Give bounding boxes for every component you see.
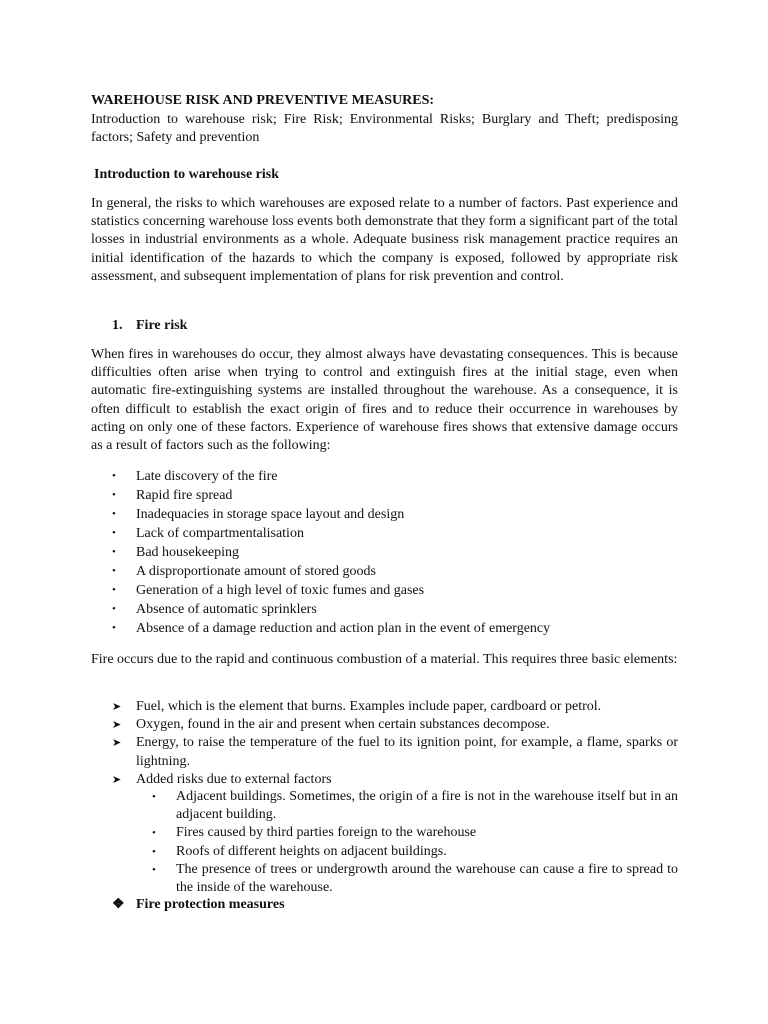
list-item: • Absence of automatic sprinklers	[112, 602, 317, 617]
bullet-icon: •	[152, 845, 156, 858]
list-item: • Generation of a high level of toxic fumes and gases	[112, 583, 425, 598]
intro-paragraph: In general, the risks to which warehouses are exposed relate to a number of factors. Past experience and statistics concerning warehouse loss events both demonstrate that they form a significant part of the total losses in industrial environments as a whole. Adequate business risk management practice requires an initial identification of the hazards to which the company is exposed, followed by appropriate risk assessment, and subsequent implementation of plans for risk prevention and control.	[91, 196, 678, 284]
external-factors-list	[152, 788, 678, 897]
list-item: ➤ Added risks due to external factors	[112, 771, 678, 789]
bullet-icon: •	[112, 584, 116, 596]
list-item: ➤ Oxygen, found in the air and present when certain substances decompose.	[112, 716, 678, 734]
list-item: ➤ Fuel, which is the element that burns. Examples include paper, cardboard or petrol.	[112, 698, 678, 716]
document-title: WAREHOUSE RISK AND PREVENTIVE MEASURES:	[91, 93, 435, 108]
intro-heading: Introduction to warehouse risk	[94, 167, 280, 182]
document-subtitle: Introduction to warehouse risk; Fire Risk; Environmental Risks; Burglary and Theft; predisposing factors; Safety and prevention	[91, 112, 678, 146]
bullet-icon: •	[152, 863, 156, 876]
bullet-icon: •	[152, 827, 156, 840]
arrow-bullet-icon: ➤	[112, 773, 122, 786]
list-item: • Bad housekeeping	[112, 545, 240, 560]
list-item: • A disproportionate amount of stored goods	[112, 564, 376, 579]
list-item: • Inadequacies in storage space layout and design	[112, 507, 405, 522]
list-item: • Lack of compartmentalisation	[112, 526, 304, 541]
combustion-paragraph: Fire occurs due to the rapid and continuous combustion of a material. This requires three basic elements:	[91, 652, 678, 667]
bullet-icon: •	[112, 622, 116, 634]
list-item: • Absence of a damage reduction and action plan in the event of emergency	[112, 621, 551, 636]
list-item: • Roofs of different heights on adjacent buildings.	[152, 843, 678, 861]
protection-heading: Fire protection measures	[136, 897, 285, 912]
list-item: ➤ Energy, to raise the temperature of the fuel to its ignition point, for example, a flame, sparks or lightning.	[112, 735, 678, 769]
list-item: • Late discovery of the fire	[112, 469, 278, 484]
bullet-icon: •	[112, 546, 116, 558]
arrow-bullet-icon: ➤	[112, 701, 122, 713]
bullet-icon: •	[152, 791, 156, 803]
arrow-bullet-icon: ➤	[112, 719, 122, 732]
bullet-icon: •	[112, 489, 116, 501]
arrow-bullet-icon: ➤	[112, 737, 122, 750]
fire-factors-list	[112, 467, 678, 638]
bullet-icon: •	[112, 470, 116, 482]
diamond-bullet-icon: ❖	[112, 897, 125, 912]
fire-risk-number: 1.	[112, 318, 123, 333]
bullet-icon: •	[112, 565, 116, 577]
list-item: • Fires caused by third parties foreign to the warehouse	[152, 824, 678, 842]
fire-risk-paragraph: When fires in warehouses do occur, they almost always have devastating consequences. This is because difficulties often arise when trying to control and extinguish fires at the initial stage, even when automatic fire-extinguishing systems are installed throughout the warehouse. As a consequence, it is often difficult to establish the exact origin of fires and to reduce their occurrence in warehouses by acting on only one of these factors. Experience of warehouse fires shows that extensive damage occurs as a result of factors such as the following:	[91, 347, 678, 454]
list-item: • Adjacent buildings. Sometimes, the origin of a fire is not in the warehouse itself but in an adjacent building.	[152, 789, 678, 823]
list-item: • The presence of trees or undergrowth around the warehouse can cause a fire to spread to the inside of the warehouse.	[152, 861, 678, 896]
bullet-icon: •	[112, 603, 116, 615]
fire-risk-heading: Fire risk	[136, 318, 188, 333]
bullet-icon: •	[112, 527, 116, 539]
list-item: • Rapid fire spread	[112, 488, 233, 503]
bullet-icon: •	[112, 508, 116, 520]
fire-elements-list	[112, 698, 678, 789]
